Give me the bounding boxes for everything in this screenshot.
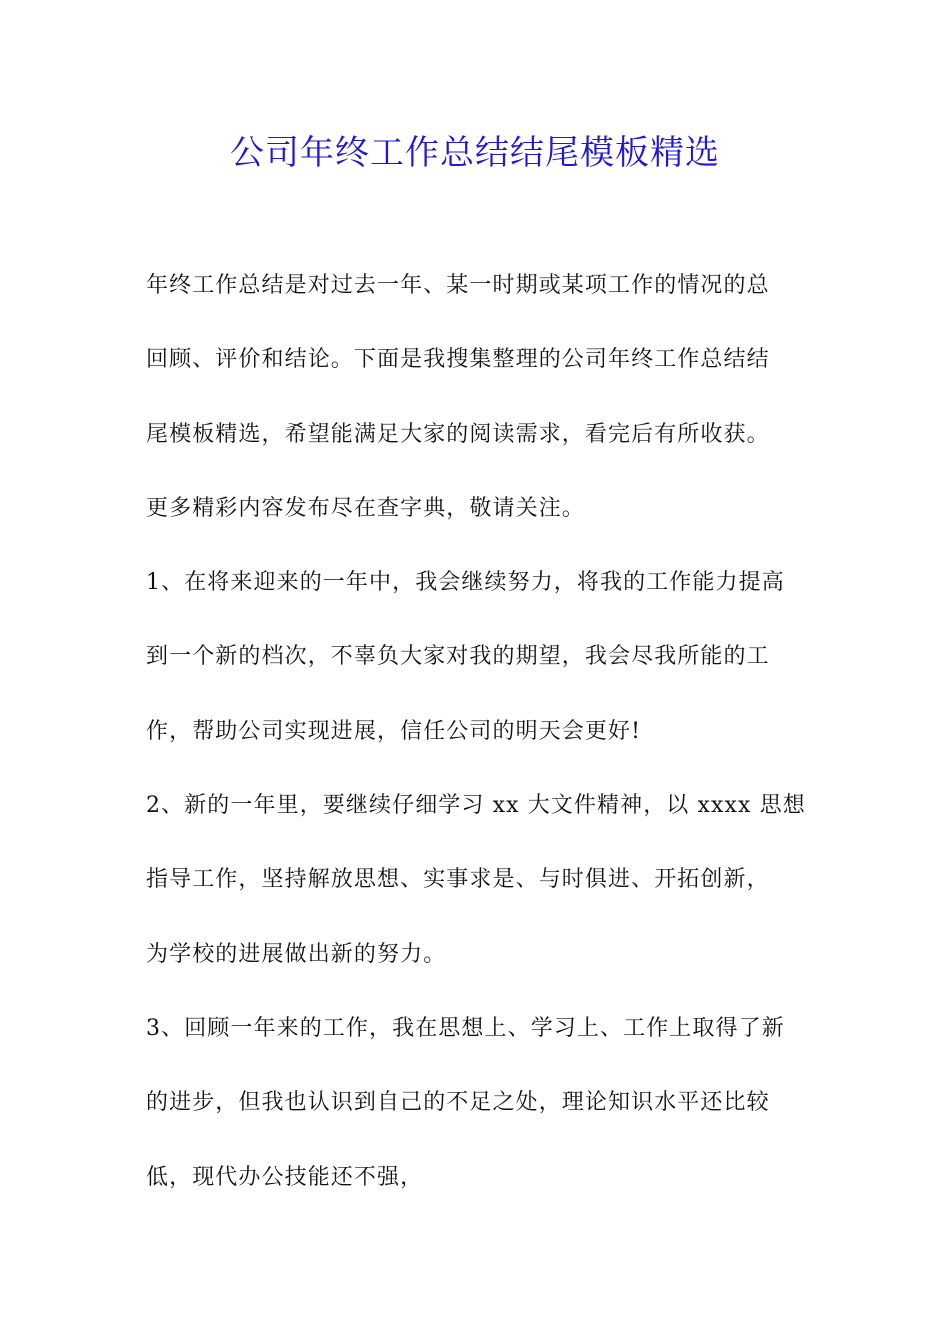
body-line: 2、新的一年里，要继续仔细学习 xx 大文件精神，以 xxxx 思想 [146,793,806,819]
body-line: 尾模板精选，希望能满足大家的阅读需求，看完后有所收获。 [146,421,770,447]
body-line: 作，帮助公司实现进展，信任公司的明天会更好! [146,718,642,744]
body-line: 指导工作，坚持解放思想、实事求是、与时俱进、开拓创新， [146,867,770,893]
body-line: 更多精彩内容发布尽在查字典，敬请关注。 [146,495,585,521]
body-line: 低，现代办公技能还不强， [146,1164,424,1190]
body-line: 年终工作总结是对过去一年、某一时期或某项工作的情况的总 [146,273,770,298]
body-line: 3、回顾一年来的工作，我在思想上、学习上、工作上取得了新 [146,1015,785,1041]
body-line: 回顾、评价和结论。下面是我搜集整理的公司年终工作总结结 [146,347,770,373]
document-title: 公司年终工作总结结尾模板精选 [230,133,720,173]
body-line: 为学校的进展做出新的努力。 [146,941,447,967]
body-line: 到一个新的档次，不辜负大家对我的期望，我会尽我所能的工 [146,644,770,670]
body-line: 1、在将来迎来的一年中，我会继续努力，将我的工作能力提高 [146,570,785,596]
document-body [146,262,811,1228]
body-line: 的进步，但我也认识到自己的不足之处，理论知识水平还比较 [146,1090,770,1116]
